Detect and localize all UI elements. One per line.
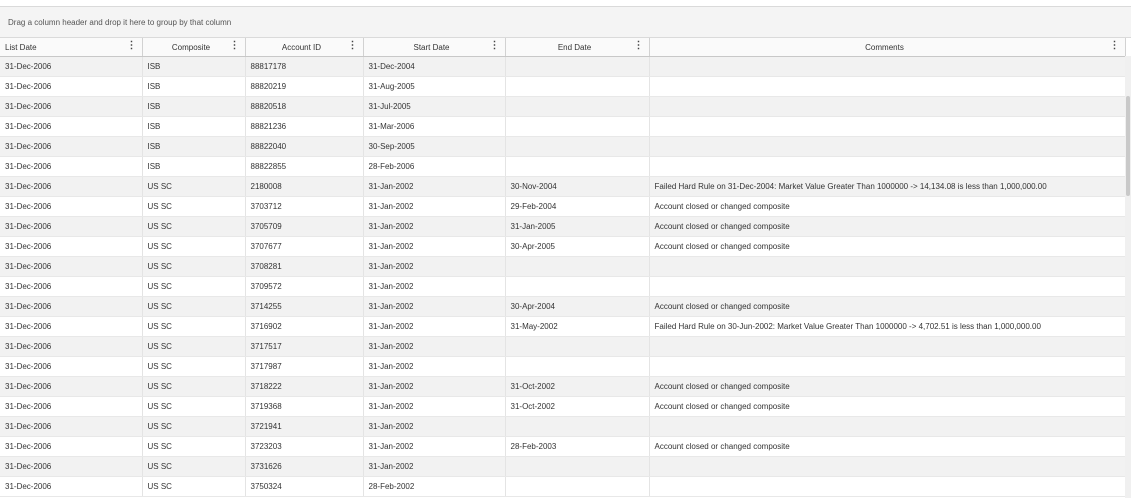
cell-start-date: 31-Jan-2002 <box>363 357 505 377</box>
cell-start-date: 31-Jan-2002 <box>363 437 505 457</box>
cell-account-id: 3717517 <box>245 337 363 357</box>
cell-comments <box>649 77 1125 97</box>
column-header-comments[interactable] <box>649 38 1125 57</box>
table-row[interactable] <box>0 337 1125 357</box>
cell-end-date: 31-Oct-2002 <box>505 397 649 417</box>
table-row[interactable] <box>0 57 1125 77</box>
cell-list-date: 31-Dec-2006 <box>0 297 142 317</box>
cell-list-date: 31-Dec-2006 <box>0 477 142 497</box>
table-row[interactable] <box>0 97 1125 117</box>
cell-list-date: 31-Dec-2006 <box>0 77 142 97</box>
cell-comments <box>649 97 1125 117</box>
column-title: Account ID <box>281 42 322 52</box>
cell-list-date: 31-Dec-2006 <box>0 57 142 77</box>
table-row[interactable] <box>0 237 1125 257</box>
cell-end-date: 31-May-2002 <box>505 317 649 337</box>
cell-account-id: 3709572 <box>245 277 363 297</box>
cell-list-date: 31-Dec-2006 <box>0 437 142 457</box>
cell-account-id: 3723203 <box>245 437 363 457</box>
cell-end-date <box>505 457 649 477</box>
cell-end-date: 30-Apr-2004 <box>505 297 649 317</box>
cell-start-date: 31-Jan-2002 <box>363 297 505 317</box>
header-row <box>0 38 1125 57</box>
cell-composite: US SC <box>142 357 245 377</box>
cell-end-date: 30-Apr-2005 <box>505 237 649 257</box>
column-header-composite[interactable] <box>142 38 245 57</box>
cell-start-date: 31-Jan-2002 <box>363 197 505 217</box>
table-row[interactable] <box>0 357 1125 377</box>
cell-account-id: 88822855 <box>245 157 363 177</box>
cell-composite: US SC <box>142 297 245 317</box>
cell-list-date: 31-Dec-2006 <box>0 137 142 157</box>
cell-list-date: 31-Dec-2006 <box>0 157 142 177</box>
table-row[interactable] <box>0 137 1125 157</box>
table-row[interactable] <box>0 477 1125 497</box>
grid-header-table <box>0 38 1126 57</box>
table-row[interactable] <box>0 317 1125 337</box>
cell-composite: US SC <box>142 457 245 477</box>
cell-list-date: 31-Dec-2006 <box>0 197 142 217</box>
table-row[interactable] <box>0 197 1125 217</box>
cell-start-date: 30-Sep-2005 <box>363 137 505 157</box>
cell-end-date <box>505 417 649 437</box>
table-row[interactable] <box>0 297 1125 317</box>
cell-end-date <box>505 137 649 157</box>
cell-account-id: 3714255 <box>245 297 363 317</box>
cell-composite: US SC <box>142 217 245 237</box>
column-title: Comments <box>865 42 904 52</box>
cell-composite: US SC <box>142 177 245 197</box>
table-row[interactable] <box>0 77 1125 97</box>
column-menu-icon[interactable]: ⋮ <box>489 40 500 51</box>
cell-start-date: 31-Jan-2002 <box>363 277 505 297</box>
cell-list-date: 31-Dec-2006 <box>0 277 142 297</box>
cell-start-date: 28-Feb-2002 <box>363 477 505 497</box>
cell-account-id: 3705709 <box>245 217 363 237</box>
cell-account-id: 3721941 <box>245 417 363 437</box>
cell-end-date <box>505 117 649 137</box>
cell-start-date: 31-Jan-2002 <box>363 397 505 417</box>
cell-start-date: 31-Aug-2005 <box>363 77 505 97</box>
cell-comments: Account closed or changed composite <box>649 237 1125 257</box>
cell-start-date: 31-Jan-2002 <box>363 317 505 337</box>
cell-comments <box>649 417 1125 437</box>
cell-start-date: 31-Jan-2002 <box>363 257 505 277</box>
cell-composite: ISB <box>142 77 245 97</box>
cell-end-date: 30-Nov-2004 <box>505 177 649 197</box>
cell-end-date <box>505 337 649 357</box>
grid-body-table <box>0 57 1126 497</box>
column-title: Start Date <box>413 42 450 52</box>
table-row[interactable] <box>0 217 1125 237</box>
cell-comments <box>649 57 1125 77</box>
cell-composite: US SC <box>142 477 245 497</box>
cell-comments <box>649 337 1125 357</box>
vertical-scrollbar[interactable] <box>1125 56 1131 498</box>
cell-account-id: 2180008 <box>245 177 363 197</box>
cell-account-id: 88820518 <box>245 97 363 117</box>
cell-composite: US SC <box>142 317 245 337</box>
cell-start-date: 31-Jul-2005 <box>363 97 505 117</box>
cell-composite: ISB <box>142 117 245 137</box>
cell-start-date: 31-Jan-2002 <box>363 217 505 237</box>
column-title: Composite <box>171 42 211 52</box>
cell-composite: US SC <box>142 377 245 397</box>
cell-list-date: 31-Dec-2006 <box>0 217 142 237</box>
group-by-hint: Drag a column header and drop it here to group by that column <box>8 17 232 27</box>
cell-composite: ISB <box>142 57 245 77</box>
cell-start-date: 31-Jan-2002 <box>363 417 505 437</box>
cell-start-date: 31-Mar-2006 <box>363 117 505 137</box>
cell-composite: US SC <box>142 277 245 297</box>
cell-list-date: 31-Dec-2006 <box>0 457 142 477</box>
cell-end-date: 28-Feb-2003 <box>505 437 649 457</box>
cell-composite: ISB <box>142 157 245 177</box>
cell-comments <box>649 137 1125 157</box>
cell-start-date: 31-Jan-2002 <box>363 377 505 397</box>
cell-comments <box>649 157 1125 177</box>
cell-comments: Account closed or changed composite <box>649 377 1125 397</box>
cell-start-date: 28-Feb-2006 <box>363 157 505 177</box>
cell-account-id: 3707677 <box>245 237 363 257</box>
cell-composite: ISB <box>142 137 245 157</box>
column-menu-icon[interactable]: ⋮ <box>229 40 240 51</box>
cell-end-date: 31-Jan-2005 <box>505 217 649 237</box>
cell-comments <box>649 477 1125 497</box>
cell-end-date <box>505 77 649 97</box>
cell-account-id: 3718222 <box>245 377 363 397</box>
cell-end-date <box>505 257 649 277</box>
cell-list-date: 31-Dec-2006 <box>0 337 142 357</box>
cell-end-date <box>505 97 649 117</box>
cell-composite: US SC <box>142 397 245 417</box>
table-row[interactable] <box>0 157 1125 177</box>
cell-list-date: 31-Dec-2006 <box>0 377 142 397</box>
cell-list-date: 31-Dec-2006 <box>0 317 142 337</box>
cell-composite: US SC <box>142 257 245 277</box>
cell-composite: US SC <box>142 437 245 457</box>
column-header-end-date[interactable] <box>505 38 649 57</box>
column-title: List Date <box>5 42 37 52</box>
grid-body <box>0 57 1131 499</box>
cell-account-id: 88817178 <box>245 57 363 77</box>
cell-comments: Account closed or changed composite <box>649 397 1125 417</box>
cell-account-id: 3731626 <box>245 457 363 477</box>
cell-composite: US SC <box>142 197 245 217</box>
group-by-panel[interactable] <box>0 7 1131 38</box>
table-row[interactable] <box>0 257 1125 277</box>
cell-account-id: 88821236 <box>245 117 363 137</box>
cell-comments: Failed Hard Rule on 30-Jun-2002: Market Value Greater Than 1000000 -> 4,702.51 is less than 1,000,000.00 <box>649 317 1125 337</box>
data-grid <box>0 6 1131 499</box>
cell-list-date: 31-Dec-2006 <box>0 257 142 277</box>
cell-list-date: 31-Dec-2006 <box>0 117 142 137</box>
cell-comments: Account closed or changed composite <box>649 437 1125 457</box>
cell-start-date: 31-Dec-2004 <box>363 57 505 77</box>
cell-account-id: 3703712 <box>245 197 363 217</box>
table-row[interactable] <box>0 437 1125 457</box>
column-title: End Date <box>557 42 592 52</box>
column-menu-icon[interactable]: ⋮ <box>633 40 644 51</box>
column-header-account-id[interactable] <box>245 38 363 57</box>
cell-comments <box>649 117 1125 137</box>
column-menu-icon[interactable]: ⋮ <box>1109 40 1120 51</box>
cell-account-id: 88820219 <box>245 77 363 97</box>
cell-comments <box>649 257 1125 277</box>
cell-composite: US SC <box>142 337 245 357</box>
cell-comments: Account closed or changed composite <box>649 217 1125 237</box>
cell-composite: US SC <box>142 237 245 257</box>
column-header-list-date[interactable] <box>0 38 142 57</box>
cell-comments: Account closed or changed composite <box>649 197 1125 217</box>
cell-comments <box>649 457 1125 477</box>
cell-account-id: 3719368 <box>245 397 363 417</box>
cell-end-date <box>505 357 649 377</box>
cell-comments <box>649 277 1125 297</box>
cell-start-date: 31-Jan-2002 <box>363 337 505 357</box>
table-row[interactable] <box>0 177 1125 197</box>
cell-start-date: 31-Jan-2002 <box>363 457 505 477</box>
cell-list-date: 31-Dec-2006 <box>0 357 142 377</box>
cell-comments: Account closed or changed composite <box>649 297 1125 317</box>
table-row[interactable] <box>0 397 1125 417</box>
cell-list-date: 31-Dec-2006 <box>0 237 142 257</box>
cell-account-id: 3716902 <box>245 317 363 337</box>
cell-start-date: 31-Jan-2002 <box>363 177 505 197</box>
table-row[interactable] <box>0 377 1125 397</box>
cell-comments <box>649 357 1125 377</box>
cell-start-date: 31-Jan-2002 <box>363 237 505 257</box>
cell-list-date: 31-Dec-2006 <box>0 397 142 417</box>
column-menu-icon[interactable]: ⋮ <box>347 40 358 51</box>
cell-list-date: 31-Dec-2006 <box>0 97 142 117</box>
cell-comments: Failed Hard Rule on 31-Dec-2004: Market Value Greater Than 1000000 -> 14,134.08 is less than 1,000,000.00 <box>649 177 1125 197</box>
column-header-start-date[interactable] <box>363 38 505 57</box>
scrollbar-thumb[interactable] <box>1126 96 1130 196</box>
cell-account-id: 3708281 <box>245 257 363 277</box>
table-row[interactable] <box>0 417 1125 437</box>
cell-account-id: 3750324 <box>245 477 363 497</box>
table-row[interactable] <box>0 117 1125 137</box>
cell-end-date: 31-Oct-2002 <box>505 377 649 397</box>
cell-end-date <box>505 157 649 177</box>
table-row[interactable] <box>0 277 1125 297</box>
cell-end-date <box>505 57 649 77</box>
cell-composite: ISB <box>142 97 245 117</box>
cell-account-id: 3717987 <box>245 357 363 377</box>
cell-end-date: 29-Feb-2004 <box>505 197 649 217</box>
cell-end-date <box>505 277 649 297</box>
cell-end-date <box>505 477 649 497</box>
cell-composite: US SC <box>142 417 245 437</box>
table-row[interactable] <box>0 457 1125 477</box>
column-menu-icon[interactable]: ⋮ <box>126 40 137 51</box>
cell-account-id: 88822040 <box>245 137 363 157</box>
cell-list-date: 31-Dec-2006 <box>0 177 142 197</box>
cell-list-date: 31-Dec-2006 <box>0 417 142 437</box>
